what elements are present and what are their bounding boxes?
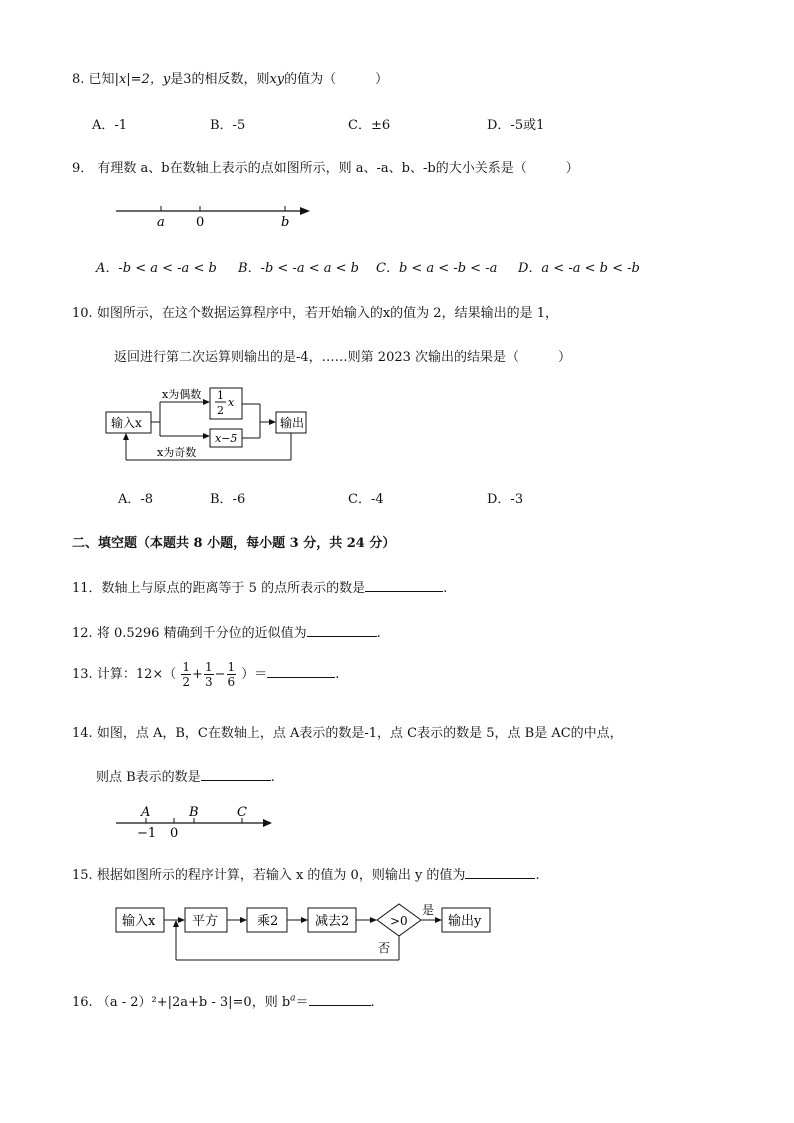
q11-answer-blank[interactable] [365,579,443,592]
q15-arrow-3-icon [301,917,308,923]
q14-answer-blank[interactable] [201,768,271,781]
q15-minus2-label: 减去2 [315,914,350,929]
q14-end: . [270,770,275,785]
q8-part4: 是3的相反数，则 [170,72,270,87]
q13-end: . [335,667,340,682]
q10-line1: 如图所示，在这个数据运算程序中，若开始输入的x的值为 2，结果输出的是 1， [96,306,558,321]
q13-fraction-2: $\frac{1}{3}$ [204,660,213,689]
q9-arrow-icon [300,207,310,215]
q14-stem-line2 [96,766,275,785]
q14-label-b: B [189,805,199,820]
q10-minus-label: x−5 [215,432,238,445]
q9-text: 有理数 a、b在数轴上表示的点如图所示，则 a、-a、b、-b的大小关系是（ ） [97,161,579,176]
q10-stem-line1 [72,302,558,321]
q10-stem-line2: 返回进行第二次运算则输出的是-4，……则第 2023 次输出的结果是（ ） [114,350,572,365]
q15-answer-blank[interactable] [465,866,535,879]
q10-half-var: x [228,396,235,409]
q11-stem [72,577,447,596]
q13-answer-blank[interactable] [267,665,335,678]
q16-text: （a - 2）²+|2a+b - 3|=0，则 b [96,995,291,1010]
q10-arrow-output-icon [269,419,276,425]
q12-stem [72,622,381,641]
q8-option-c[interactable]: C．±6 [348,118,391,133]
q10-number: 10. [72,306,93,321]
q8-part6: 的值为（ ） [284,72,389,87]
q14-tick-label-0: 0 [170,826,179,841]
q13-suffix: ）＝ [241,667,268,682]
q11-text: 数轴上与原点的距离等于 5 的点所表示的数是 [101,581,366,596]
q16-number: 16. [72,995,93,1010]
q8-option-a[interactable]: A．-1 [92,118,128,133]
q9-number: 9． [72,161,94,176]
q16-stem [72,991,375,1010]
q9-number-line [110,198,320,232]
q15-text: 根据如图所示的程序计算，若输入 x 的值为 0，则输出 y 的值为 [96,868,466,883]
q16-answer-blank[interactable] [309,993,371,1006]
q10-option-d[interactable]: D．-3 [487,492,524,507]
q9-option-c[interactable]: C．b < a < -b < -a [376,261,498,276]
q14-tick-label-neg1: −1 [137,826,157,841]
q14-number-line [110,802,280,842]
q13-stem [72,660,339,689]
q14-line1: 如图，点 A，B，C在数轴上，点 A表示的数是-1，点 C表示的数是 5，点 B是 AC的中点， [96,726,623,741]
q14-arrow-icon [263,819,272,827]
q8-stem [72,68,388,87]
q16-end: . [370,995,375,1010]
q13-op2: − [214,667,226,682]
q15-times2-label: 乘2 [257,914,279,929]
q15-end: . [535,868,540,883]
q15-input-label: 输入x [122,914,156,929]
q10-output-label: 输出 [280,416,305,430]
q12-text: 将 0.5296 精确到千分位的近似值为 [96,626,307,641]
q8-option-b[interactable]: B．-5 [210,118,246,133]
q15-arrow-2-icon [240,917,247,923]
section2-title: 二、填空题（本题共 8 小题，每小题 3 分，共 24 分） [72,536,396,551]
q10-half-box [210,388,242,419]
q10-option-b[interactable]: B．-6 [210,492,246,507]
q13-prefix: 计算：12×（ [96,667,177,682]
q15-flowchart [110,898,500,966]
q10-arrow-even-icon [203,399,210,405]
q13-fraction-1: $\frac{1}{2}$ [182,660,191,689]
q16-eq: ＝ [295,995,309,1010]
q10-odd-label: x为奇数 [157,446,197,459]
q8-part3: y [162,72,171,87]
q8-part5: xy [269,72,285,87]
q10-arrow-loop-icon [123,433,129,440]
q14-label-c: C [237,805,247,820]
q10-option-c[interactable]: C．-4 [348,492,384,507]
q12-number: 12. [72,626,93,641]
q9-option-a[interactable]: A．-b < a < -a < b [96,261,217,276]
q8-number: 8. [72,72,85,87]
q13-number: 13. [72,667,93,682]
q15-square-label: 平方 [192,914,219,929]
q9-label-0: 0 [196,215,205,230]
q16-sup: a [290,993,296,1004]
q10-input-label: 输入x [111,416,142,430]
q15-no-label: 否 [378,941,391,955]
q15-arrow-yes-icon [435,917,442,923]
q8-part2: |x|=2， [114,72,163,87]
q9-option-b[interactable]: B．-b < -a < a < b [238,261,359,276]
q14-number: 14. [72,726,93,741]
q10-half-den: 2 [217,404,224,417]
q13-fraction-3: $\frac{1}{6}$ [227,660,236,689]
q13-op1: + [192,667,203,682]
q10-option-a[interactable]: A．-8 [118,492,154,507]
q9-label-b: b [281,215,290,230]
q14-line2: 则点 B表示的数是 [96,770,201,785]
q15-arrow-4-icon [370,917,377,923]
q9-option-d[interactable]: D．a < -a < b < -b [518,261,640,276]
q9-label-a: a [157,215,165,230]
q9-stem [72,157,579,176]
q15-arrow-1-icon [178,917,185,923]
q14-label-a: A [141,805,151,820]
q15-condition-label: >0 [390,914,408,928]
q8-part1: 已知 [88,72,115,87]
q10-arrow-odd-icon [203,433,210,439]
q15-yes-label: 是 [422,903,435,917]
q15-output-label: 输出y [448,914,482,929]
q14-stem-line1 [72,722,623,741]
q11-number: 11． [72,581,102,596]
q11-end: . [443,581,448,596]
q10-half-num: 1 [217,389,224,402]
q12-end: . [376,626,381,641]
q12-answer-blank[interactable] [307,624,377,637]
q15-stem [72,864,540,883]
q10-flowchart [100,384,320,466]
q8-option-d[interactable]: D．-5或1 [487,118,545,133]
q15-number: 15. [72,868,93,883]
q10-even-label: x为偶数 [162,388,202,401]
